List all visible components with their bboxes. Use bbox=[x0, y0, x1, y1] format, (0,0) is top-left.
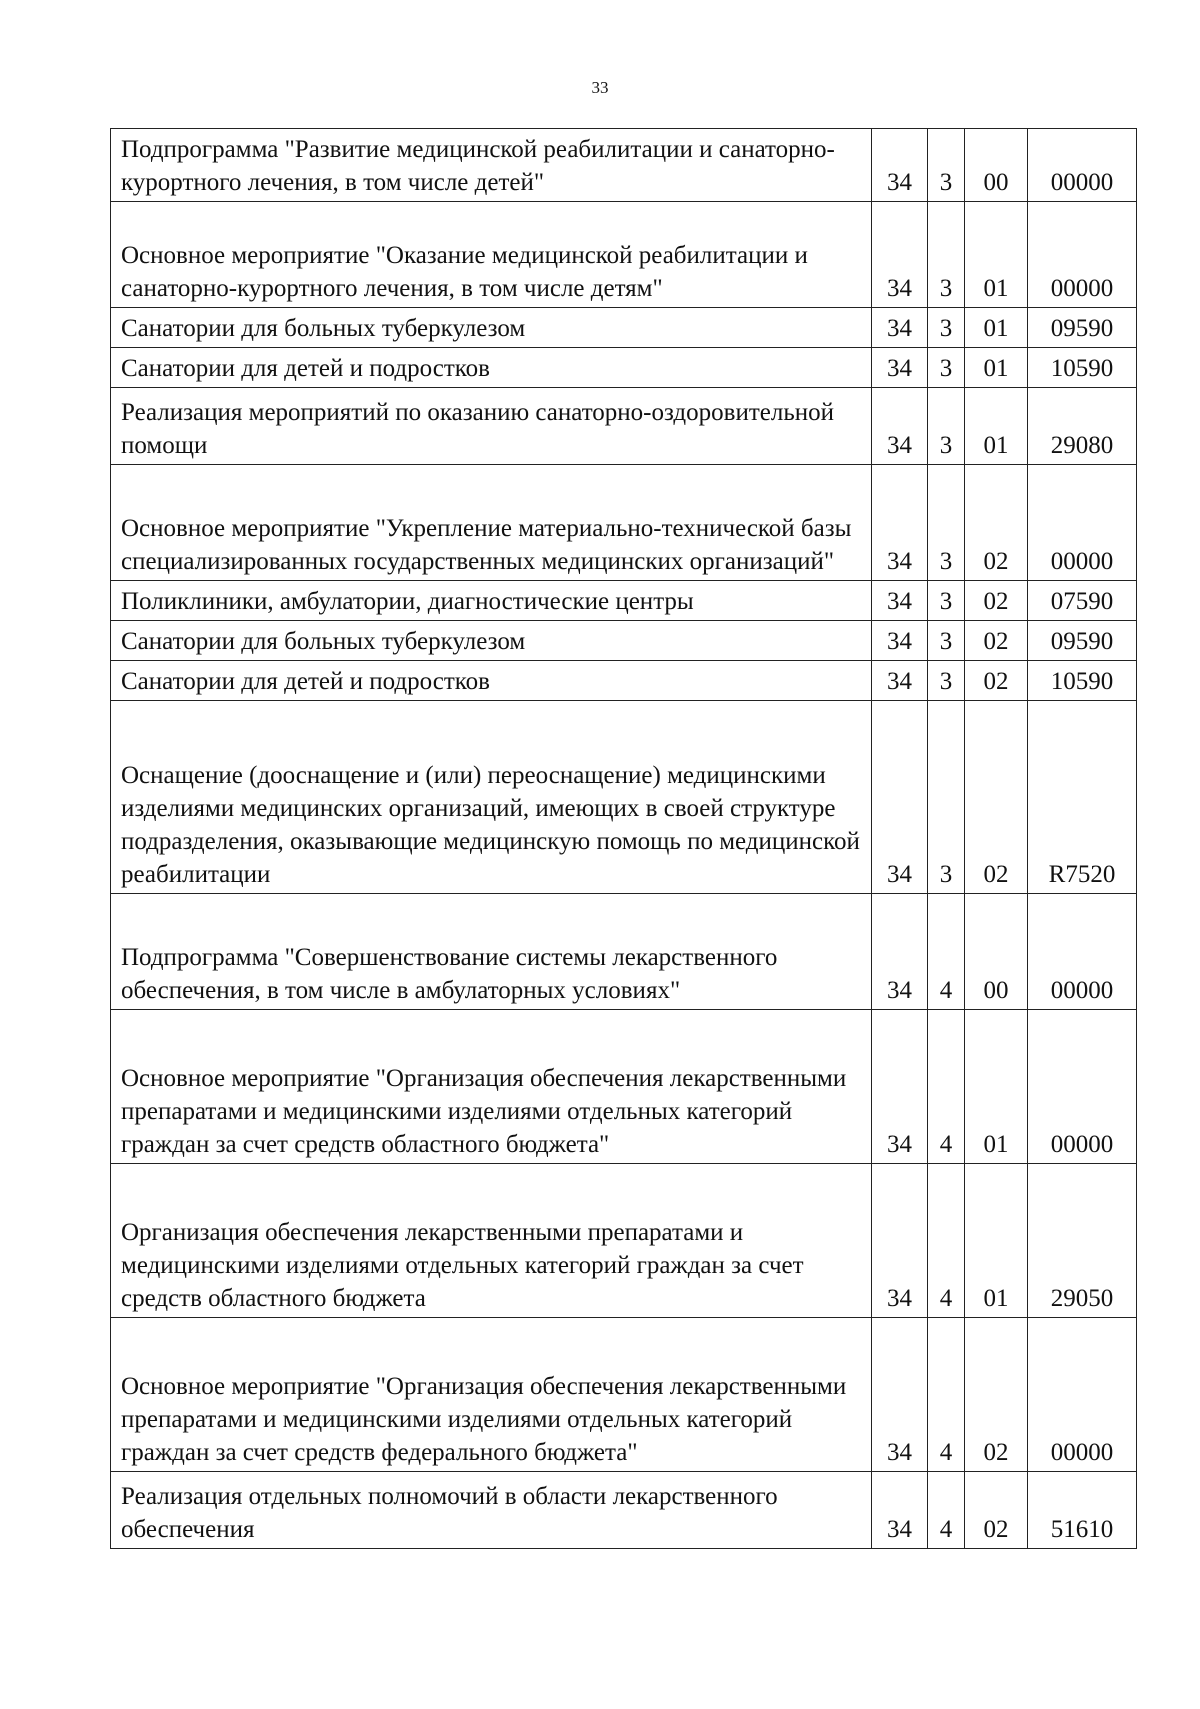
code-part-3: 02 bbox=[965, 465, 1028, 581]
table-row bbox=[111, 129, 1137, 202]
code-part-2: 3 bbox=[928, 701, 965, 894]
row-name: Реализация отдельных полномочий в области лекарственного обеспечения bbox=[121, 1483, 778, 1543]
code-part-1: 34 bbox=[872, 1318, 928, 1472]
code-part-4: 00000 bbox=[1028, 465, 1137, 581]
code-part-3: 00 bbox=[965, 129, 1028, 202]
code-part-3: 02 bbox=[965, 661, 1028, 701]
code-part-4: 29050 bbox=[1028, 1164, 1137, 1318]
row-name: Основное мероприятие "Организация обеспечения лекарственными препаратами и медицинскими изделиями отдельных категорий граждан за счет средств федерального бюджета" bbox=[121, 1373, 847, 1466]
row-name: Санатории для больных туберкулезом bbox=[121, 628, 526, 655]
table-row bbox=[111, 581, 1137, 621]
code-part-2: 3 bbox=[928, 388, 965, 465]
code-part-1: 34 bbox=[872, 129, 928, 202]
code-part-3: 01 bbox=[965, 348, 1028, 388]
table-row bbox=[111, 621, 1137, 661]
code-part-1: 34 bbox=[872, 202, 928, 308]
code-part-1: 34 bbox=[872, 348, 928, 388]
code-part-2: 3 bbox=[928, 348, 965, 388]
table-row bbox=[111, 1164, 1137, 1318]
code-part-3: 01 bbox=[965, 202, 1028, 308]
code-part-3: 01 bbox=[965, 308, 1028, 348]
row-name-cell bbox=[111, 129, 872, 202]
row-name-cell bbox=[111, 388, 872, 465]
code-part-3: 02 bbox=[965, 701, 1028, 894]
code-part-4: 09590 bbox=[1028, 308, 1137, 348]
code-part-2: 4 bbox=[928, 894, 965, 1010]
code-part-3: 02 bbox=[965, 1318, 1028, 1472]
code-part-2: 3 bbox=[928, 465, 965, 581]
code-part-1: 34 bbox=[872, 661, 928, 701]
code-part-2: 3 bbox=[928, 621, 965, 661]
table-row bbox=[111, 202, 1137, 308]
row-name: Санатории для больных туберкулезом bbox=[121, 315, 526, 342]
code-part-4: 00000 bbox=[1028, 894, 1137, 1010]
table-row bbox=[111, 1472, 1137, 1549]
code-part-4: 10590 bbox=[1028, 348, 1137, 388]
row-name: Основное мероприятие "Организация обеспечения лекарственными препаратами и медицинскими изделиями отдельных категорий граждан за счет средств областного бюджета" bbox=[121, 1065, 847, 1158]
code-part-4: 51610 bbox=[1028, 1472, 1137, 1549]
row-name-cell bbox=[111, 661, 872, 701]
code-part-1: 34 bbox=[872, 1164, 928, 1318]
row-name: Реализация мероприятий по оказанию санаторно-оздоровительной помощи bbox=[121, 399, 834, 459]
row-name: Санатории для детей и подростков bbox=[121, 668, 490, 695]
code-part-3: 01 bbox=[965, 388, 1028, 465]
code-part-4: 00000 bbox=[1028, 1318, 1137, 1472]
table-body bbox=[111, 129, 1137, 1549]
table-row bbox=[111, 308, 1137, 348]
code-part-2: 3 bbox=[928, 202, 965, 308]
row-name-cell bbox=[111, 1472, 872, 1549]
code-part-2: 3 bbox=[928, 661, 965, 701]
row-name: Организация обеспечения лекарственными препаратами и медицинскими изделиями отдельных категорий граждан за счет средств областного бюджета bbox=[121, 1219, 804, 1312]
code-part-2: 4 bbox=[928, 1010, 965, 1164]
row-name: Санатории для детей и подростков bbox=[121, 355, 490, 382]
code-part-1: 34 bbox=[872, 894, 928, 1010]
code-part-2: 3 bbox=[928, 129, 965, 202]
code-part-1: 34 bbox=[872, 308, 928, 348]
row-name-cell bbox=[111, 701, 872, 894]
table-row bbox=[111, 701, 1137, 894]
code-part-2: 3 bbox=[928, 308, 965, 348]
code-part-3: 01 bbox=[965, 1010, 1028, 1164]
code-part-1: 34 bbox=[872, 581, 928, 621]
code-part-2: 4 bbox=[928, 1318, 965, 1472]
code-part-4: 07590 bbox=[1028, 581, 1137, 621]
table-row bbox=[111, 894, 1137, 1010]
row-name-cell bbox=[111, 1164, 872, 1318]
code-part-1: 34 bbox=[872, 1010, 928, 1164]
table-row bbox=[111, 1318, 1137, 1472]
code-part-1: 34 bbox=[872, 701, 928, 894]
code-part-4: 00000 bbox=[1028, 1010, 1137, 1164]
row-name: Основное мероприятие "Укрепление материально-технической базы специализированных государственных медицинских организаций" bbox=[121, 515, 852, 575]
table-row bbox=[111, 388, 1137, 465]
row-name-cell bbox=[111, 894, 872, 1010]
row-name-cell bbox=[111, 1318, 872, 1472]
code-part-1: 34 bbox=[872, 621, 928, 661]
code-part-2: 3 bbox=[928, 581, 965, 621]
row-name: Поликлиники, амбулатории, диагностические центры bbox=[121, 588, 694, 615]
page-number: 33 bbox=[591, 78, 609, 97]
row-name-cell bbox=[111, 465, 872, 581]
code-part-1: 34 bbox=[872, 388, 928, 465]
code-part-3: 02 bbox=[965, 581, 1028, 621]
row-name: Подпрограмма "Развитие медицинской реабилитации и санаторно-курортного лечения, в том числе детей" bbox=[121, 136, 835, 196]
table-row bbox=[111, 661, 1137, 701]
row-name-cell bbox=[111, 581, 872, 621]
table-row bbox=[111, 348, 1137, 388]
row-name: Оснащение (дооснащение и (или) переоснащение) медицинскими изделиями медицинских организаций, имеющих в своей структуре подразделения, оказывающие медицинскую помощь по медицинской реабилитации bbox=[121, 762, 860, 888]
row-name-cell bbox=[111, 348, 872, 388]
budget-classification-table bbox=[110, 128, 1137, 1549]
code-part-3: 00 bbox=[965, 894, 1028, 1010]
row-name-cell bbox=[111, 1010, 872, 1164]
code-part-4: 29080 bbox=[1028, 388, 1137, 465]
row-name: Подпрограмма "Совершенствование системы лекарственного обеспечения, в том числе в амбулаторных условиях" bbox=[121, 944, 778, 1004]
table-row bbox=[111, 1010, 1137, 1164]
row-name-cell bbox=[111, 308, 872, 348]
code-part-4: 10590 bbox=[1028, 661, 1137, 701]
code-part-4: 09590 bbox=[1028, 621, 1137, 661]
code-part-2: 4 bbox=[928, 1164, 965, 1318]
code-part-1: 34 bbox=[872, 465, 928, 581]
table-row bbox=[111, 465, 1137, 581]
code-part-4: 00000 bbox=[1028, 129, 1137, 202]
code-part-4: 00000 bbox=[1028, 202, 1137, 308]
code-part-3: 01 bbox=[965, 1164, 1028, 1318]
code-part-3: 02 bbox=[965, 621, 1028, 661]
row-name-cell bbox=[111, 621, 872, 661]
code-part-3: 02 bbox=[965, 1472, 1028, 1549]
code-part-2: 4 bbox=[928, 1472, 965, 1549]
code-part-1: 34 bbox=[872, 1472, 928, 1549]
code-part-4: R7520 bbox=[1028, 701, 1137, 894]
row-name-cell bbox=[111, 202, 872, 308]
row-name: Основное мероприятие "Оказание медицинской реабилитации и санаторно-курортного лечения, в том числе детям" bbox=[121, 242, 808, 302]
